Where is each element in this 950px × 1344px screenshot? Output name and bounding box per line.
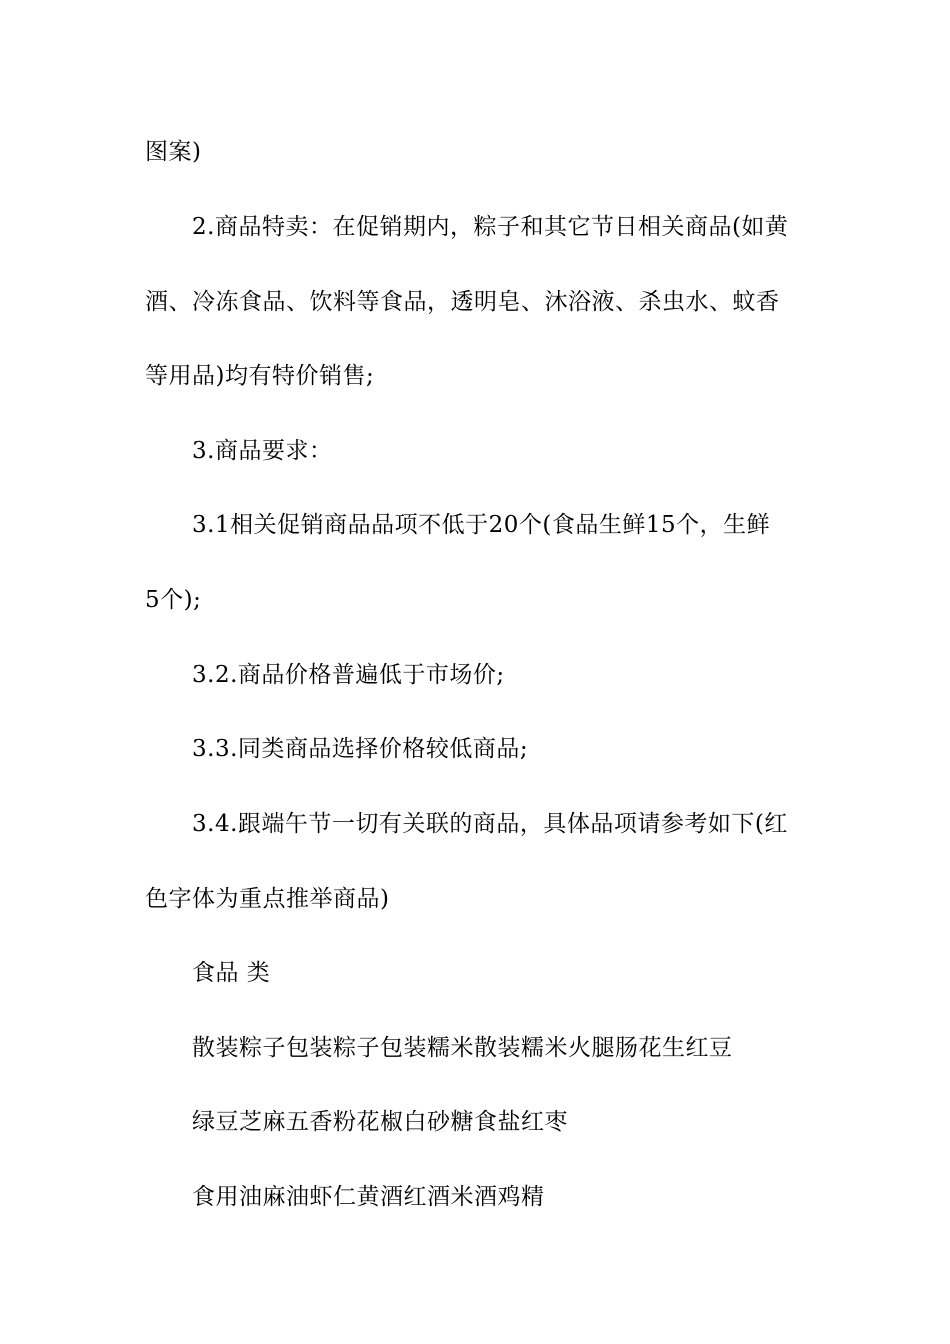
text-line-req-3-4-cont: 色字体为重点推举商品)	[145, 886, 390, 912]
text-line-continuation: 图案)	[145, 139, 202, 165]
text-line-product-sale: 2.商品特卖：在促销期内，粽子和其它节日相关商品(如黄	[192, 214, 789, 240]
text-line-product-sale-2: 酒、冷冻食品、饮料等食品，透明皂、沐浴液、杀虫水、蚊香	[145, 289, 780, 315]
category-heading-food: 食品 类	[192, 960, 271, 986]
text-line-req-3-1: 3.1相关促销商品品项不低于20个(食品生鲜15个，生鲜	[192, 512, 771, 538]
text-line-food-items-3: 食用油麻油虾仁黄酒红酒米酒鸡精	[192, 1184, 545, 1210]
text-line-req-3-3: 3.3.同类商品选择价格较低商品;	[192, 736, 529, 762]
text-line-req-3-2: 3.2.商品价格普遍低于市场价;	[192, 662, 505, 688]
text-line-req-3-4: 3.4.跟端午节一切有关联的商品，具体品项请参考如下(红	[192, 811, 788, 837]
text-line-product-sale-3: 等用品)均有特价销售;	[145, 363, 375, 389]
text-line-req-3-1-cont: 5个);	[145, 587, 202, 613]
section-heading-requirements: 3.商品要求：	[192, 438, 333, 464]
text-line-food-items-1: 散装粽子包装粽子包装糯米散装糯米火腿肠花生红豆	[192, 1035, 733, 1061]
text-line-food-items-2: 绿豆芝麻五香粉花椒白砂糖食盐红枣	[192, 1109, 568, 1135]
